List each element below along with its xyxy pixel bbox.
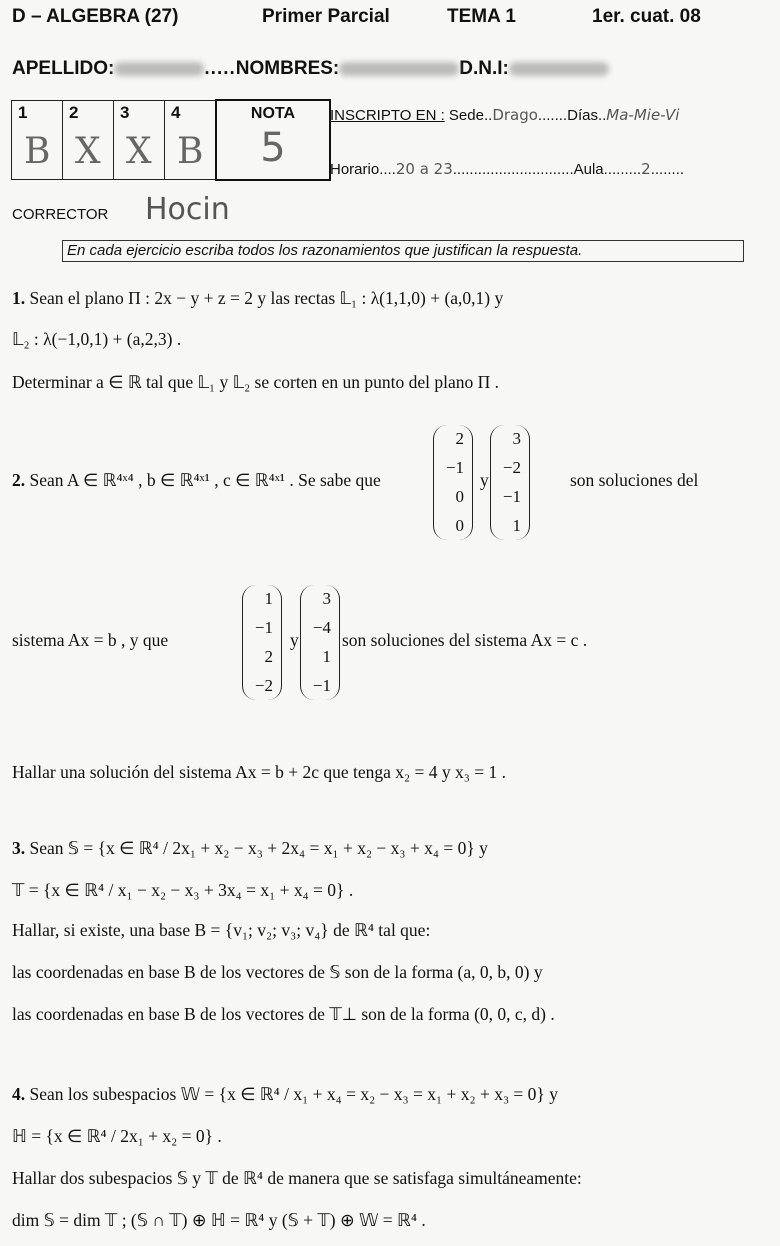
course-title: D – ALGEBRA (27) [12, 6, 179, 27]
nota-box: NOTA 5 [215, 99, 331, 181]
redacted-nombres [339, 62, 459, 76]
ex2-line2: sistema Ax = b , y que [12, 630, 169, 650]
corrector-signature: Hocin [145, 192, 230, 227]
term-label: 1er. cuat. 08 [592, 6, 701, 27]
ex2-line3: Hallar una solución del sistema Ax = b + 2c que tenga x₂ = 4 y x₃ = 1 . [12, 762, 506, 782]
grade-cell-1: 1 B [12, 101, 63, 179]
grade-cell-4: 4 B [171, 103, 204, 172]
vector-entry: 2 [455, 429, 464, 449]
vector-entry: −2 [502, 458, 521, 478]
ex2-vector-4 [300, 585, 340, 700]
ex2-vector-2 [490, 425, 530, 540]
grades-table [11, 100, 330, 180]
vector-entry: −1 [502, 486, 521, 506]
student-line: APELLIDO: .....NOMBRES: D.N.I: [12, 58, 609, 80]
ex3-line5: las coordenadas en base B de los vectores de 𝕋⊥ son de la forma (0, 0, c, d) . [12, 1004, 555, 1024]
ex1-line3: Determinar a ∈ ℝ tal que 𝕃₁ y 𝕃₂ se corten en un punto del plano Π . [12, 372, 500, 392]
vector-entry: 0 [455, 515, 464, 535]
ex3-line4: las coordenadas en base B de los vectores de 𝕊 son de la forma (a, 0, b, 0) y [12, 962, 543, 982]
ex2-vector-3 [242, 585, 282, 700]
ex4-line2: ℍ = {x ∈ ℝ⁴ / 2x₁ + x₂ = 0} . [12, 1126, 222, 1146]
ex2-line1: 2. Sean A ∈ ℝ⁴ˣ⁴ , b ∈ ℝ⁴ˣ¹ , c ∈ ℝ⁴ˣ¹ . Se sabe que [12, 470, 381, 490]
horario-line: Horario....20 a 23.............................Aula.........2........ [330, 160, 685, 178]
vector-entry: 2 [264, 646, 273, 666]
redacted-apellido [114, 62, 204, 76]
vector-entry: −1 [445, 458, 464, 478]
ex2-y-2: y [290, 630, 299, 650]
vector-entry: −4 [312, 618, 331, 638]
ex1-line1: 1. Sean el plano Π : 2x − y + z = 2 y las rectas 𝕃₁ : λ(1,1,0) + (a,0,1) y [12, 288, 504, 308]
vector-entry: −2 [254, 675, 273, 695]
redacted-dni [509, 62, 609, 76]
instruction-box: En cada ejercicio escriba todos los razonamientos que justifican la respuesta. [62, 240, 744, 262]
ex2-line2-end: son soluciones del sistema Ax = c . [342, 630, 588, 650]
corrector-label: CORRECTOR [12, 206, 109, 223]
vector-entry: 3 [322, 589, 331, 609]
ex3-line1: 3. Sean 𝕊 = {x ∈ ℝ⁴ / 2x₁ + x₂ − x₃ + 2x₄ = x₁ + x₂ − x₃ + x₄ = 0} y [12, 838, 488, 858]
ex4-line4: dim 𝕊 = dim 𝕋 ; (𝕊 ∩ 𝕋) ⊕ ℍ = ℝ⁴ y (𝕊 + 𝕋) ⊕ 𝕎 = ℝ⁴ . [12, 1210, 426, 1230]
ex2-y-1: y [480, 470, 489, 490]
ex4-line1: 4. Sean los subespacios 𝕎 = {x ∈ ℝ⁴ / x₁ + x₄ = x₂ − x₃ = x₁ + x₂ + x₃ = 0} y [12, 1084, 558, 1104]
vector-entry: 1 [322, 646, 331, 666]
apellido-label: APELLIDO: [12, 58, 115, 79]
ex2-line1-end: son soluciones del [570, 470, 699, 490]
ex2-vector-1 [433, 425, 473, 540]
inscripto-line: INSCRIPTO EN : Sede..Drago.......Días..Ma-Mie-Vi [330, 106, 680, 124]
tema-label: TEMA 1 [447, 6, 516, 27]
ex4-line3: Hallar dos subespacios 𝕊 y 𝕋 de ℝ⁴ de manera que se satisfaga simultáneamente: [12, 1168, 582, 1188]
ex3-line3: Hallar, si existe, una base B = {v₁; v₂; v₃; v₄} de ℝ⁴ tal que: [12, 920, 431, 940]
nombres-label: NOMBRES: [235, 58, 340, 79]
vector-entry: 1 [264, 589, 273, 609]
vector-entry: −1 [312, 675, 331, 695]
vector-entry: 0 [455, 486, 464, 506]
dni-label: D.N.I: [459, 58, 509, 79]
ex3-line2: 𝕋 = {x ∈ ℝ⁴ / x₁ − x₂ − x₃ + 3x₄ = x₁ + x₄ = 0} . [12, 880, 354, 900]
ex1-line2: 𝕃₂ : λ(−1,0,1) + (a,2,3) . [12, 329, 182, 349]
grade-cell-3: 3 X [114, 101, 165, 179]
vector-entry: 3 [512, 429, 521, 449]
vector-entry: 1 [512, 515, 521, 535]
exam-title: Primer Parcial [262, 6, 390, 27]
vector-entry: −1 [254, 618, 273, 638]
grade-cell-2: 2 X [63, 101, 114, 179]
